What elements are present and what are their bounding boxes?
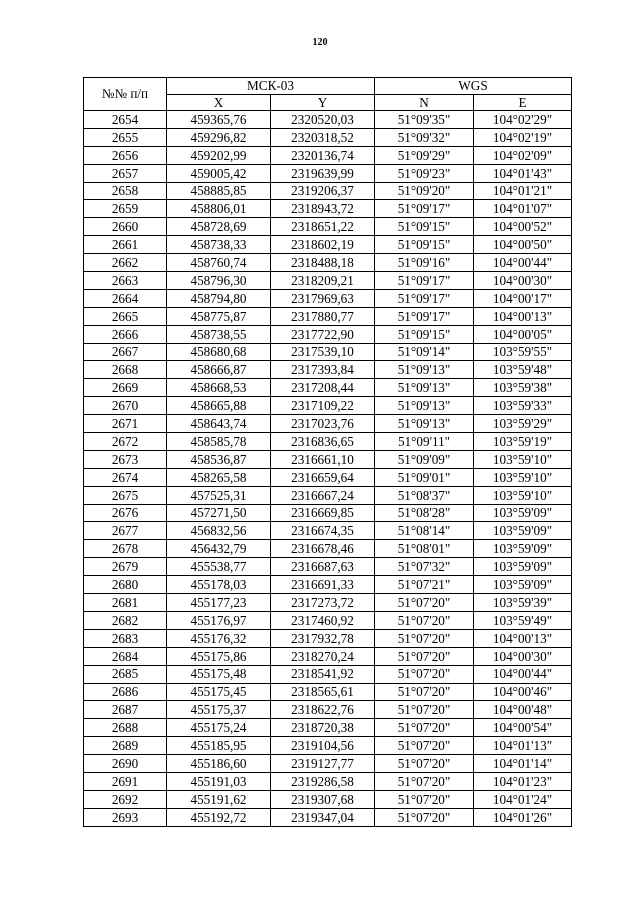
cell-n: 51°07'21": [375, 576, 474, 594]
cell-e: 103°59'09": [474, 540, 572, 558]
cell-n: 51°07'20": [375, 808, 474, 826]
cell-e: 103°59'09": [474, 504, 572, 522]
cell-y: 2317460,92: [271, 611, 375, 629]
cell-e: 103°59'19": [474, 433, 572, 451]
table-row: [84, 737, 572, 755]
cell-x: 458794,80: [167, 289, 271, 307]
cell-y: 2317393,84: [271, 361, 375, 379]
cell-e: 103°59'09": [474, 522, 572, 540]
cell-point-number: 2680: [84, 576, 167, 594]
cell-n: 51°09'32": [375, 128, 474, 146]
cell-y: 2320318,52: [271, 128, 375, 146]
cell-x: 458585,78: [167, 433, 271, 451]
cell-y: 2318541,92: [271, 665, 375, 683]
cell-point-number: 2675: [84, 486, 167, 504]
cell-point-number: 2678: [84, 540, 167, 558]
header-e: E: [474, 95, 572, 111]
cell-y: 2316661,10: [271, 450, 375, 468]
cell-point-number: 2659: [84, 200, 167, 218]
header-group-wgs: WGS: [375, 78, 572, 95]
cell-point-number: 2666: [84, 325, 167, 343]
cell-x: 455175,45: [167, 683, 271, 701]
cell-e: 103°59'48": [474, 361, 572, 379]
cell-x: 459365,76: [167, 111, 271, 129]
cell-e: 104°01'23": [474, 772, 572, 790]
table-row: [84, 594, 572, 612]
cell-point-number: 2687: [84, 701, 167, 719]
table-row: [84, 433, 572, 451]
cell-n: 51°07'20": [375, 719, 474, 737]
header-x: X: [167, 95, 271, 111]
table-row: [84, 772, 572, 790]
cell-n: 51°08'01": [375, 540, 474, 558]
cell-e: 103°59'10": [474, 468, 572, 486]
cell-n: 51°09'35": [375, 111, 474, 129]
cell-e: 104°00'54": [474, 719, 572, 737]
cell-x: 455175,24: [167, 719, 271, 737]
table-row: [84, 790, 572, 808]
cell-x: 458643,74: [167, 415, 271, 433]
cell-x: 458796,30: [167, 272, 271, 290]
cell-point-number: 2682: [84, 611, 167, 629]
page-number: 120: [312, 37, 328, 48]
cell-point-number: 2662: [84, 254, 167, 272]
cell-y: 2317539,10: [271, 343, 375, 361]
cell-x: 459202,99: [167, 146, 271, 164]
cell-e: 103°59'10": [474, 450, 572, 468]
cell-n: 51°08'28": [375, 504, 474, 522]
cell-e: 103°59'39": [474, 594, 572, 612]
table-row: [84, 307, 572, 325]
cell-n: 51°07'20": [375, 737, 474, 755]
table-row: [84, 200, 572, 218]
cell-n: 51°07'20": [375, 629, 474, 647]
cell-x: 455178,03: [167, 576, 271, 594]
cell-point-number: 2681: [84, 594, 167, 612]
cell-n: 51°09'11": [375, 433, 474, 451]
cell-e: 104°01'43": [474, 164, 572, 182]
cell-x: 458885,85: [167, 182, 271, 200]
cell-point-number: 2660: [84, 218, 167, 236]
cell-y: 2316659,64: [271, 468, 375, 486]
cell-n: 51°07'20": [375, 772, 474, 790]
header-row-top: [84, 78, 572, 95]
cell-x: 455176,97: [167, 611, 271, 629]
cell-e: 103°59'38": [474, 379, 572, 397]
cell-y: 2319127,77: [271, 755, 375, 773]
cell-y: 2317722,90: [271, 325, 375, 343]
cell-e: 103°59'10": [474, 486, 572, 504]
cell-n: 51°07'20": [375, 611, 474, 629]
cell-n: 51°09'20": [375, 182, 474, 200]
cell-y: 2319206,37: [271, 182, 375, 200]
cell-y: 2320520,03: [271, 111, 375, 129]
table-row: [84, 325, 572, 343]
cell-e: 104°01'14": [474, 755, 572, 773]
header-n: N: [375, 95, 474, 111]
cell-point-number: 2658: [84, 182, 167, 200]
header-point-number: №№ п/п: [84, 78, 167, 111]
cell-n: 51°09'16": [375, 254, 474, 272]
cell-e: 104°02'09": [474, 146, 572, 164]
table-row: [84, 415, 572, 433]
cell-n: 51°09'13": [375, 379, 474, 397]
cell-e: 104°00'17": [474, 289, 572, 307]
cell-e: 104°00'44": [474, 665, 572, 683]
cell-x: 456432,79: [167, 540, 271, 558]
cell-x: 458668,53: [167, 379, 271, 397]
table-row: [84, 146, 572, 164]
cell-point-number: 2691: [84, 772, 167, 790]
cell-y: 2317932,78: [271, 629, 375, 647]
cell-y: 2316669,85: [271, 504, 375, 522]
table-row: [84, 164, 572, 182]
table-body: [84, 111, 572, 827]
table-row: [84, 540, 572, 558]
cell-e: 104°00'48": [474, 701, 572, 719]
cell-point-number: 2683: [84, 629, 167, 647]
cell-y: 2317969,63: [271, 289, 375, 307]
table-row: [84, 719, 572, 737]
cell-point-number: 2689: [84, 737, 167, 755]
cell-n: 51°09'17": [375, 289, 474, 307]
cell-x: 458265,58: [167, 468, 271, 486]
cell-x: 458806,01: [167, 200, 271, 218]
cell-x: 455185,95: [167, 737, 271, 755]
cell-point-number: 2693: [84, 808, 167, 826]
cell-n: 51°07'20": [375, 647, 474, 665]
cell-n: 51°09'17": [375, 307, 474, 325]
cell-x: 455175,86: [167, 647, 271, 665]
cell-n: 51°09'01": [375, 468, 474, 486]
cell-point-number: 2684: [84, 647, 167, 665]
cell-n: 51°09'15": [375, 325, 474, 343]
cell-y: 2318209,21: [271, 272, 375, 290]
cell-y: 2316674,35: [271, 522, 375, 540]
cell-point-number: 2656: [84, 146, 167, 164]
cell-x: 458775,87: [167, 307, 271, 325]
cell-point-number: 2677: [84, 522, 167, 540]
cell-e: 103°59'09": [474, 576, 572, 594]
cell-point-number: 2674: [84, 468, 167, 486]
cell-y: 2316836,65: [271, 433, 375, 451]
cell-x: 455192,72: [167, 808, 271, 826]
cell-x: 456832,56: [167, 522, 271, 540]
cell-point-number: 2663: [84, 272, 167, 290]
cell-x: 455176,32: [167, 629, 271, 647]
header-group-msk: МСК-03: [167, 78, 375, 95]
cell-y: 2318622,76: [271, 701, 375, 719]
cell-x: 459296,82: [167, 128, 271, 146]
cell-y: 2319104,56: [271, 737, 375, 755]
cell-y: 2317109,22: [271, 397, 375, 415]
table-row: [84, 379, 572, 397]
cell-point-number: 2657: [84, 164, 167, 182]
table-row: [84, 558, 572, 576]
cell-e: 104°00'30": [474, 647, 572, 665]
cell-n: 51°09'14": [375, 343, 474, 361]
cell-y: 2318943,72: [271, 200, 375, 218]
table-row: [84, 218, 572, 236]
cell-n: 51°09'15": [375, 236, 474, 254]
cell-y: 2318602,19: [271, 236, 375, 254]
table-row: [84, 111, 572, 129]
cell-e: 103°59'09": [474, 558, 572, 576]
cell-x: 455191,03: [167, 772, 271, 790]
cell-y: 2318720,38: [271, 719, 375, 737]
cell-n: 51°07'32": [375, 558, 474, 576]
cell-y: 2318270,24: [271, 647, 375, 665]
cell-y: 2320136,74: [271, 146, 375, 164]
cell-n: 51°08'37": [375, 486, 474, 504]
cell-n: 51°07'20": [375, 665, 474, 683]
cell-point-number: 2686: [84, 683, 167, 701]
cell-point-number: 2692: [84, 790, 167, 808]
cell-point-number: 2668: [84, 361, 167, 379]
cell-point-number: 2655: [84, 128, 167, 146]
table-row: [84, 361, 572, 379]
cell-point-number: 2667: [84, 343, 167, 361]
cell-n: 51°09'29": [375, 146, 474, 164]
cell-e: 104°02'29": [474, 111, 572, 129]
cell-y: 2319639,99: [271, 164, 375, 182]
cell-y: 2316667,24: [271, 486, 375, 504]
cell-point-number: 2685: [84, 665, 167, 683]
cell-n: 51°07'20": [375, 594, 474, 612]
cell-y: 2317208,44: [271, 379, 375, 397]
cell-y: 2319307,68: [271, 790, 375, 808]
cell-e: 104°02'19": [474, 128, 572, 146]
table-row: [84, 611, 572, 629]
cell-x: 455538,77: [167, 558, 271, 576]
cell-y: 2317273,72: [271, 594, 375, 612]
cell-e: 104°01'24": [474, 790, 572, 808]
cell-point-number: 2676: [84, 504, 167, 522]
cell-point-number: 2664: [84, 289, 167, 307]
cell-point-number: 2673: [84, 450, 167, 468]
cell-point-number: 2654: [84, 111, 167, 129]
cell-e: 104°00'46": [474, 683, 572, 701]
header-y: Y: [271, 95, 375, 111]
cell-n: 51°09'09": [375, 450, 474, 468]
table-row: [84, 236, 572, 254]
cell-n: 51°09'15": [375, 218, 474, 236]
cell-n: 51°09'13": [375, 361, 474, 379]
table-row: [84, 128, 572, 146]
cell-n: 51°07'20": [375, 683, 474, 701]
cell-y: 2319286,58: [271, 772, 375, 790]
cell-y: 2316687,63: [271, 558, 375, 576]
cell-y: 2316678,46: [271, 540, 375, 558]
cell-y: 2319347,04: [271, 808, 375, 826]
cell-x: 455177,23: [167, 594, 271, 612]
cell-x: 458666,87: [167, 361, 271, 379]
cell-e: 104°00'52": [474, 218, 572, 236]
cell-n: 51°09'13": [375, 415, 474, 433]
table-row: [84, 468, 572, 486]
table-row: [84, 576, 572, 594]
cell-x: 458680,68: [167, 343, 271, 361]
cell-n: 51°09'17": [375, 272, 474, 290]
cell-x: 459005,42: [167, 164, 271, 182]
cell-x: 458738,33: [167, 236, 271, 254]
cell-n: 51°07'20": [375, 755, 474, 773]
table-row: [84, 397, 572, 415]
cell-e: 104°00'30": [474, 272, 572, 290]
cell-n: 51°07'20": [375, 790, 474, 808]
table-row: [84, 683, 572, 701]
cell-e: 104°00'50": [474, 236, 572, 254]
cell-x: 457271,50: [167, 504, 271, 522]
cell-x: 458738,55: [167, 325, 271, 343]
table-row: [84, 522, 572, 540]
cell-y: 2318651,22: [271, 218, 375, 236]
cell-x: 457525,31: [167, 486, 271, 504]
table-row: [84, 647, 572, 665]
cell-point-number: 2672: [84, 433, 167, 451]
cell-e: 104°01'07": [474, 200, 572, 218]
cell-y: 2318565,61: [271, 683, 375, 701]
table-row: [84, 272, 572, 290]
cell-n: 51°09'13": [375, 397, 474, 415]
cell-e: 103°59'33": [474, 397, 572, 415]
cell-e: 104°01'26": [474, 808, 572, 826]
table-row: [84, 289, 572, 307]
cell-x: 455191,62: [167, 790, 271, 808]
cell-point-number: 2688: [84, 719, 167, 737]
cell-n: 51°08'14": [375, 522, 474, 540]
cell-e: 104°00'13": [474, 307, 572, 325]
cell-e: 103°59'29": [474, 415, 572, 433]
table-row: [84, 665, 572, 683]
table-row: [84, 450, 572, 468]
cell-e: 103°59'49": [474, 611, 572, 629]
cell-x: 458536,87: [167, 450, 271, 468]
cell-e: 104°00'05": [474, 325, 572, 343]
cell-e: 103°59'55": [474, 343, 572, 361]
table-row: [84, 182, 572, 200]
cell-y: 2316691,33: [271, 576, 375, 594]
cell-n: 51°07'20": [375, 701, 474, 719]
cell-n: 51°09'23": [375, 164, 474, 182]
cell-point-number: 2679: [84, 558, 167, 576]
table-row: [84, 504, 572, 522]
cell-e: 104°00'44": [474, 254, 572, 272]
cell-point-number: 2669: [84, 379, 167, 397]
cell-x: 455186,60: [167, 755, 271, 773]
cell-e: 104°00'13": [474, 629, 572, 647]
cell-x: 455175,48: [167, 665, 271, 683]
cell-point-number: 2665: [84, 307, 167, 325]
cell-y: 2317880,77: [271, 307, 375, 325]
table-row: [84, 343, 572, 361]
cell-y: 2317023,76: [271, 415, 375, 433]
cell-point-number: 2671: [84, 415, 167, 433]
table-row: [84, 808, 572, 826]
cell-e: 104°01'13": [474, 737, 572, 755]
table-row: [84, 254, 572, 272]
cell-point-number: 2670: [84, 397, 167, 415]
cell-x: 455175,37: [167, 701, 271, 719]
cell-x: 458760,74: [167, 254, 271, 272]
cell-n: 51°09'17": [375, 200, 474, 218]
cell-x: 458665,88: [167, 397, 271, 415]
table-row: [84, 701, 572, 719]
cell-e: 104°01'21": [474, 182, 572, 200]
cell-point-number: 2690: [84, 755, 167, 773]
coordinates-table: [83, 77, 572, 827]
cell-point-number: 2661: [84, 236, 167, 254]
table-row: [84, 629, 572, 647]
table-row: [84, 486, 572, 504]
cell-y: 2318488,18: [271, 254, 375, 272]
cell-x: 458728,69: [167, 218, 271, 236]
table-row: [84, 755, 572, 773]
